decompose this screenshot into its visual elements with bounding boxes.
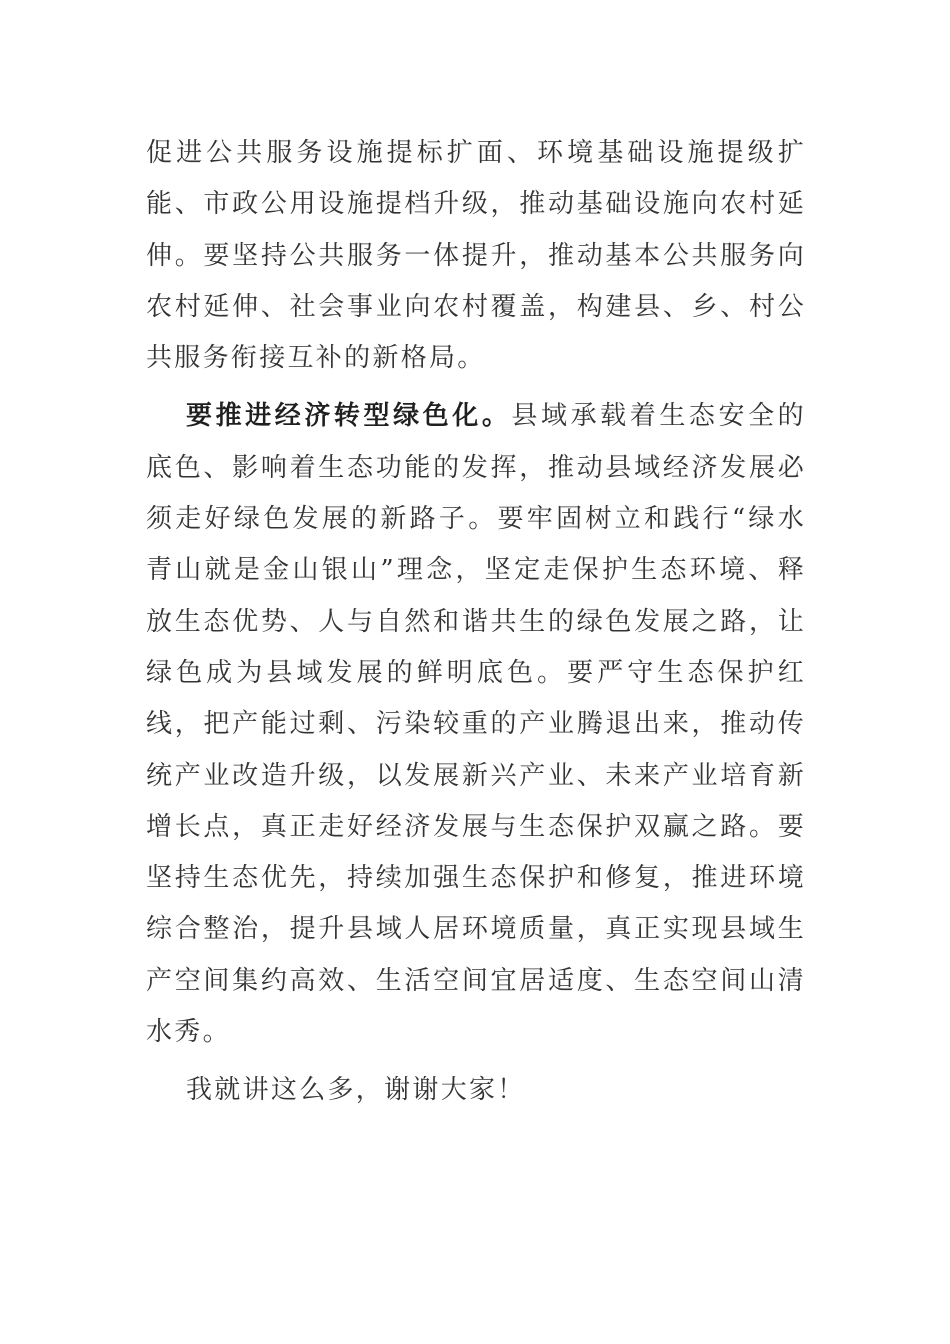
document-body <box>146 128 806 1117</box>
paragraph-infrastructure <box>146 128 806 384</box>
paragraph-text: 县域承载着生态安全的底色、影响着生态功能的发挥，推动县域经济发展必须走好绿色发展的新路子。要牢固树立和践行“绿水青山就是金山银山”理念，坚定走保护生态环境、释放生态优势、人与自然和谐共生的绿色发展之路，让绿色成为县域发展的鲜明底色。要严守生态保护红线，把产能过剩、污染较重的产业腾退出来，推动传统产业改造升级，以发展新兴产业、未来产业培育新增长点，真正走好经济发展与生态保护双赢之路。要坚持生态优先，持续加强生态保护和修复，推进环境综合整治，提升县域人居环境质量，真正实现县域生产空间集约高效、生活空间宜居适度、生态空间山清水秀。 <box>146 401 806 1048</box>
paragraph-text: 促进公共服务设施提标扩面、环境基础设施提级扩能、市政公用设施提档升级，推动基础设施向农村延伸。要坚持公共服务一体提升，推动基本公共服务向农村延伸、社会事业向农村覆盖，构建县、乡、村公共服务衔接互补的新格局。 <box>146 138 806 374</box>
paragraph-green-transformation <box>146 391 806 1058</box>
paragraph-text: 我就讲这么多，谢谢大家！ <box>186 1075 526 1106</box>
paragraph-heading: 要推进经济转型绿色化。 <box>186 401 512 432</box>
paragraph-closing <box>146 1065 806 1116</box>
